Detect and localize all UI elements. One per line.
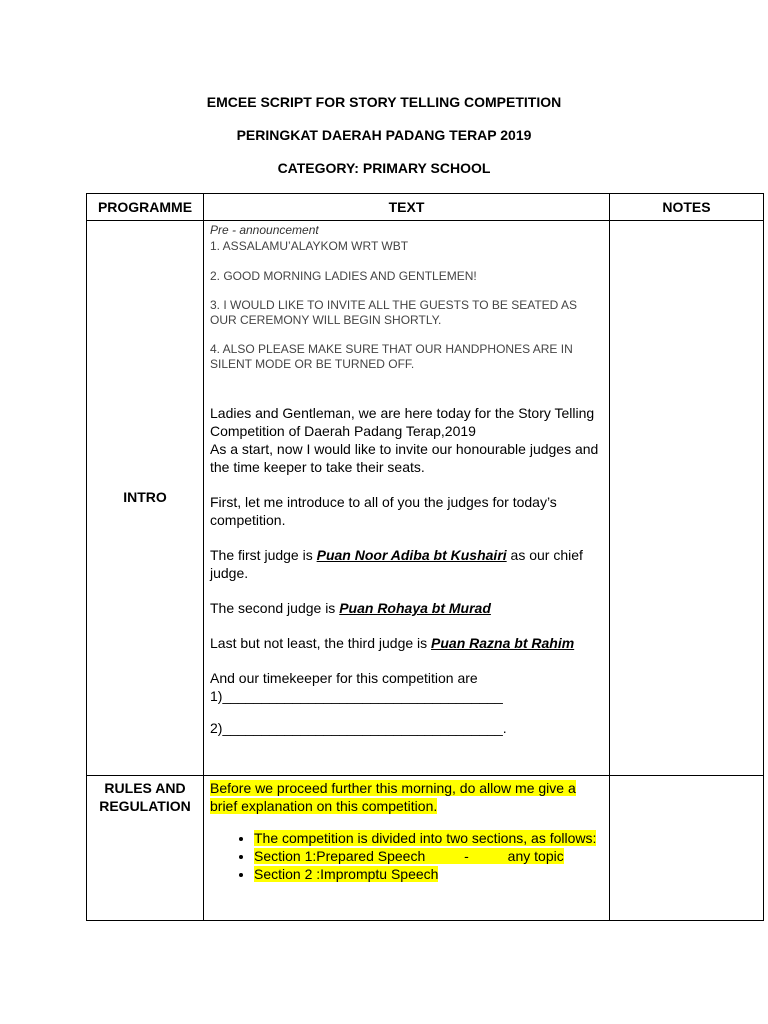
programme-cell-rules: [87, 776, 204, 921]
judge-2-prefix: The second judge is: [210, 600, 340, 616]
rules-intro-text: Before we proceed further this morning, do allow me give a brief explanation on this competition.: [210, 780, 576, 814]
column-header-notes: NOTES: [610, 194, 764, 221]
pre-announcement-label: Pre - announcement: [210, 224, 323, 237]
intro-paragraph-2: As a start, now I would like to invite our honourable judges and the time keeper to take their seats.: [210, 441, 599, 475]
timekeeper-2-blank: 2)____________________________________.: [210, 720, 507, 736]
judge-2-name: Puan Rohaya bt Murad: [339, 600, 491, 616]
judge-3-prefix: Last but not least, the third judge is: [210, 635, 432, 651]
text-cell-rules: [204, 776, 610, 921]
notes-cell-intro: [610, 221, 764, 776]
document-title: EMCEE SCRIPT FOR STORY TELLING COMPETITION: [206, 94, 562, 110]
table-row-intro: [87, 221, 764, 776]
judge-3-name: Puan Razna bt Rahim: [431, 635, 575, 651]
list-item: [254, 865, 603, 883]
notes-cell-rules: [610, 776, 764, 921]
text-cell-intro: [204, 221, 610, 776]
judge-2-line: [210, 599, 603, 617]
rules-list: [210, 829, 603, 883]
rules-label-line-1: RULES AND: [104, 780, 186, 796]
timekeeper-1-blank: 1)____________________________________: [210, 688, 503, 704]
judge-1-line: [210, 546, 603, 582]
announcement-3: 3. I WOULD LIKE TO INVITE ALL THE GUESTS TO BE SEATED AS OUR CEREMONY WILL BEGIN SHORTLY.: [210, 298, 578, 327]
rules-bullet-1: The competition is divided into two sections, as follows:: [254, 830, 597, 846]
announcement-2: 2. GOOD MORNING LADIES AND GENTLEMEN!: [210, 269, 477, 283]
rules-label-line-2: REGULATION: [99, 798, 191, 814]
script-table: [86, 193, 764, 921]
list-item: [254, 847, 603, 865]
list-item: [254, 829, 603, 847]
rules-bullet-3: Section 2 :Impromptu Speech: [254, 866, 439, 882]
rules-intro: [210, 779, 603, 815]
intro-paragraph-1: Ladies and Gentleman, we are here today for the Story Telling Competition of Daerah Padang Terap,2019: [210, 405, 595, 439]
judge-3-line: [210, 634, 603, 652]
document-category: CATEGORY: PRIMARY SCHOOL: [277, 160, 491, 176]
table-header-row: [87, 194, 764, 221]
programme-label-rules: [87, 776, 203, 815]
intro-paragraph-3: First, let me introduce to all of you the judges for today’s competition.: [210, 494, 557, 528]
document-subtitle: PERINGKAT DAERAH PADANG TERAP 2019: [236, 127, 532, 143]
programme-cell-intro: [87, 221, 204, 776]
rules-bullet-2: Section 1:Prepared Speech - any topic: [254, 848, 564, 864]
announcement-4: 4. ALSO PLEASE MAKE SURE THAT OUR HANDPHONES ARE IN SILENT MODE OR BE TURNED OFF.: [210, 342, 573, 371]
column-header-text: TEXT: [204, 194, 610, 221]
judge-1-suffix: as our chief judge.: [210, 547, 583, 581]
announcement-1: 1. ASSALAMU’ALAYKOM WRT WBT: [210, 239, 409, 253]
judge-1-name: Puan Noor Adiba bt Kushairi: [316, 547, 507, 563]
table-row-rules: [87, 776, 764, 921]
programme-label-intro: INTRO: [123, 489, 167, 505]
judge-1-prefix: The first judge is: [210, 547, 317, 563]
timekeeper-intro: And our timekeeper for this competition are: [210, 670, 478, 686]
column-header-programme: PROGRAMME: [87, 194, 204, 221]
